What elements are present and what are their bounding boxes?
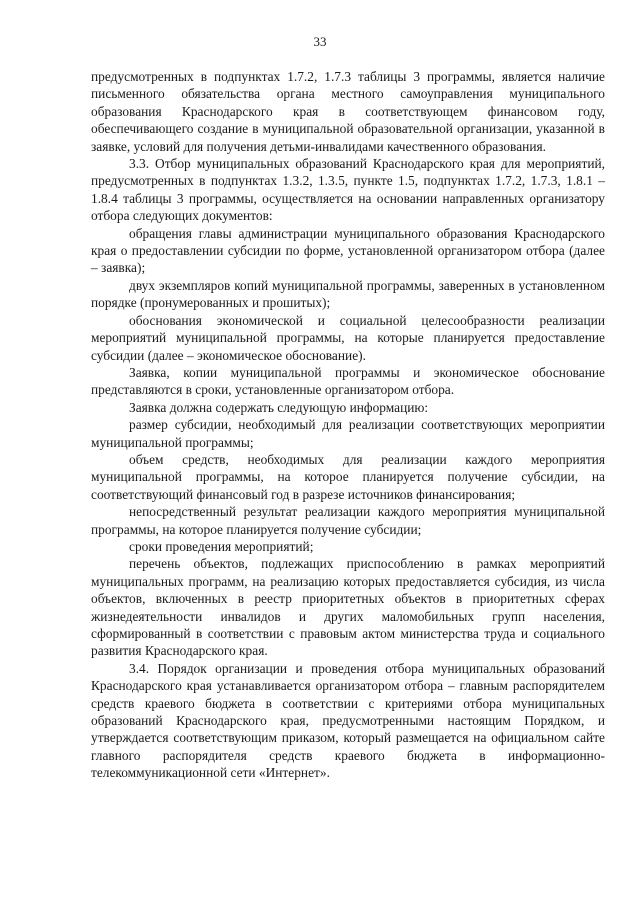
- page-number: 33: [313, 34, 327, 49]
- paragraph: Заявка должна содержать следующую информацию:: [129, 399, 429, 415]
- paragraph: 3.4. Порядок организации и проведения отбора муниципальных образований Краснодарского края устанавливается организатором отбора – главным распорядителем средств краевого бюджета в соответствии с критериями отбора муниципальных образований Краснодарского края, предусмотренными настоящим Порядком, и утверждается соответствующим приказом, который размещается на официальном сайте главного распорядителя средств краевого бюджета в информационно-телекоммуникационной сети «Интернет».: [91, 660, 605, 781]
- paragraph: сроки проведения мероприятий;: [129, 538, 314, 554]
- paragraph: обоснования экономической и социальной целесообразности реализации мероприятий муниципальной программы, на которые планируется предоставление субсидии (далее – экономическое обоснование).: [91, 312, 605, 363]
- paragraph: предусмотренных в подпунктах 1.7.2, 1.7.3 таблицы 3 программы, является наличие письменного обязательства органа местного самоуправления муниципального образования Краснодарского края в соответствующем финансовом году, обеспечивающего создание в муниципальной образовательной организации, указанной в заявке, условий для получения детьми-инвалидами качественного образования.: [91, 69, 605, 154]
- paragraph: непосредственный результат реализации каждого мероприятия муниципальной программы, на которое планируется получение субсидии;: [91, 504, 605, 537]
- document-body: [91, 68, 605, 782]
- paragraph: 3.3. Отбор муниципальных образований Краснодарского края для мероприятий, предусмотренных в подпунктах 1.3.2, 1.3.5, пункте 1.5, подпунктах 1.7.2, 1.7.3, 1.8.1 – 1.8.4 таблицы 3 программы, осуществляется на основании направленных организатору отбора следующих документов:: [91, 156, 605, 224]
- paragraph: объем средств, необходимых для реализации каждого мероприятия муниципальной программы, на которое планируется получение субсидии, на соответствующий финансовый год в разрезе источников финансирования;: [91, 451, 605, 502]
- paragraph: размер субсидии, необходимый для реализации соответствующих мероприятии муниципальной программы;: [91, 417, 605, 450]
- paragraph: Заявка, копии муниципальной программы и экономическое обоснование представляются в сроки, установленные организатором отбора.: [91, 364, 605, 398]
- paragraph: обращения главы администрации муниципального образования Краснодарского края о предоставлении субсидии по форме, установленной организатором отбора (далее – заявка);: [91, 225, 605, 276]
- paragraph: двух экземпляров копий муниципальной программы, заверенных в установленном порядке (пронумерованных и прошитых);: [91, 277, 605, 311]
- paragraph: перечень объектов, подлежащих приспособлению в рамках мероприятий муниципальных программ, на реализацию которых предоставляется субсидия, из числа объектов, включенных в реестр приоритетных объектов в приоритетных сферах жизнедеятельности инвалидов и других маломобильных групп населения, сформированный в соответствии с правовым актом министерства труда и социального развития Краснодарского края.: [91, 556, 605, 659]
